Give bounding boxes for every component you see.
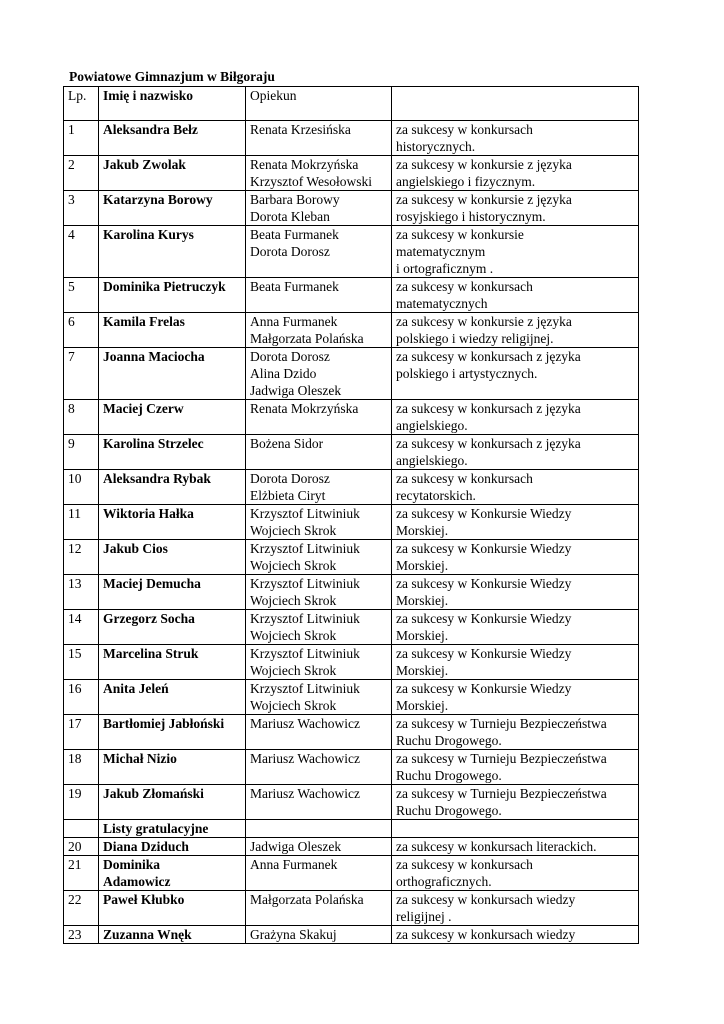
- cell-lp: 21: [64, 856, 99, 891]
- cell-lp: 2: [64, 156, 99, 191]
- table-row: [64, 838, 639, 856]
- table-row: [64, 470, 639, 505]
- cell-lp: 19: [64, 785, 99, 820]
- table-row: [64, 926, 639, 944]
- cell-opiekun: Renata Krzesińska: [246, 121, 392, 156]
- cell-lp: 18: [64, 750, 99, 785]
- awards-table: [63, 86, 639, 944]
- cell-name: Bartłomiej Jabłoński: [99, 715, 246, 750]
- cell-name: Zuzanna Wnęk: [99, 926, 246, 944]
- table-row: [64, 645, 639, 680]
- cell-reason: za sukcesy w konkursach wiedzy: [392, 926, 639, 944]
- table-row: [64, 856, 639, 891]
- cell-reason: za sukcesy w konkursach orthograficznych.: [392, 856, 639, 891]
- cell-reason: za sukcesy w konkursie z języka rosyjskiego i historycznym.: [392, 191, 639, 226]
- cell-lp: 1: [64, 121, 99, 156]
- cell-opiekun: Dorota Dorosz Elżbieta Ciryt: [246, 470, 392, 505]
- cell-lp: 16: [64, 680, 99, 715]
- cell-reason: za sukcesy w konkursach matematycznych: [392, 278, 639, 313]
- cell-name: Joanna Maciocha: [99, 348, 246, 400]
- document-title: Powiatowe Gimnazjum w Biłgoraju: [69, 69, 275, 84]
- table-row: [64, 891, 639, 926]
- cell-reason: za sukcesy w konkursie z języka angielskiego i fizycznym.: [392, 156, 639, 191]
- cell-lp: 15: [64, 645, 99, 680]
- cell-opiekun: Jadwiga Oleszek: [246, 838, 392, 856]
- table-row: [64, 715, 639, 750]
- table-row: [64, 575, 639, 610]
- table-row: [64, 610, 639, 645]
- cell-opiekun: Dorota Dorosz Alina Dzido Jadwiga Oleszek: [246, 348, 392, 400]
- cell-name: Paweł Kłubko: [99, 891, 246, 926]
- header-reason: [392, 87, 639, 121]
- cell-lp: 10: [64, 470, 99, 505]
- cell-reason: za sukcesy w konkursach historycznych.: [392, 121, 639, 156]
- table-row: [64, 785, 639, 820]
- cell-reason: za sukcesy w Konkursie Wiedzy Morskiej.: [392, 540, 639, 575]
- cell-name: Jakub Zwolak: [99, 156, 246, 191]
- cell-lp: 14: [64, 610, 99, 645]
- cell-opiekun: Bożena Sidor: [246, 435, 392, 470]
- cell-name: Karolina Strzelec: [99, 435, 246, 470]
- cell-opiekun: Krzysztof Litwiniuk Wojciech Skrok: [246, 540, 392, 575]
- table-header-row: [64, 87, 639, 121]
- cell-opiekun: Krzysztof Litwiniuk Wojciech Skrok: [246, 505, 392, 540]
- cell-name: Maciej Demucha: [99, 575, 246, 610]
- cell-opiekun: Krzysztof Litwiniuk Wojciech Skrok: [246, 645, 392, 680]
- cell-reason: za sukcesy w konkursach recytatorskich.: [392, 470, 639, 505]
- table-row: [64, 121, 639, 156]
- cell-lp: 23: [64, 926, 99, 944]
- cell-reason: za sukcesy w Konkursie Wiedzy Morskiej.: [392, 680, 639, 715]
- cell-lp: [64, 820, 99, 838]
- cell-name: Jakub Cios: [99, 540, 246, 575]
- table-row: [64, 435, 639, 470]
- cell-reason: za sukcesy w Turnieju Bezpieczeństwa Ruchu Drogowego.: [392, 715, 639, 750]
- cell-reason: za sukcesy w konkursie z języka polskiego i wiedzy religijnej.: [392, 313, 639, 348]
- cell-reason: [392, 820, 639, 838]
- cell-name: Diana Dziduch: [99, 838, 246, 856]
- cell-name: Maciej Czerw: [99, 400, 246, 435]
- table-row: [64, 278, 639, 313]
- cell-reason: za sukcesy w konkursach z języka angielskiego.: [392, 400, 639, 435]
- cell-lp: 20: [64, 838, 99, 856]
- cell-opiekun: Krzysztof Litwiniuk Wojciech Skrok: [246, 575, 392, 610]
- table-row: [64, 156, 639, 191]
- cell-name: Michał Nizio: [99, 750, 246, 785]
- cell-reason: za sukcesy w konkursach z języka polskiego i artystycznych.: [392, 348, 639, 400]
- cell-name: Listy gratulacyjne: [99, 820, 246, 838]
- cell-name: Marcelina Struk: [99, 645, 246, 680]
- cell-opiekun: Małgorzata Polańska: [246, 891, 392, 926]
- header-name: Imię i nazwisko: [99, 87, 246, 121]
- table-row: [64, 750, 639, 785]
- table-row: [64, 820, 639, 838]
- header-opiekun: Opiekun: [246, 87, 392, 121]
- table-row: [64, 348, 639, 400]
- cell-name: Kamila Frelas: [99, 313, 246, 348]
- cell-lp: 9: [64, 435, 99, 470]
- cell-opiekun: Renata Mokrzyńska: [246, 400, 392, 435]
- cell-name: Dominika Adamowicz: [99, 856, 246, 891]
- table-row: [64, 313, 639, 348]
- cell-opiekun: Anna Furmanek Małgorzata Polańska: [246, 313, 392, 348]
- cell-name: Karolina Kurys: [99, 226, 246, 278]
- cell-name: Katarzyna Borowy: [99, 191, 246, 226]
- cell-opiekun: Beata Furmanek: [246, 278, 392, 313]
- cell-lp: 17: [64, 715, 99, 750]
- cell-name: Grzegorz Socha: [99, 610, 246, 645]
- cell-opiekun: Mariusz Wachowicz: [246, 750, 392, 785]
- cell-name: Aleksandra Bełz: [99, 121, 246, 156]
- cell-reason: za sukcesy w Turnieju Bezpieczeństwa Ruchu Drogowego.: [392, 785, 639, 820]
- cell-opiekun: Beata Furmanek Dorota Dorosz: [246, 226, 392, 278]
- cell-opiekun: Krzysztof Litwiniuk Wojciech Skrok: [246, 680, 392, 715]
- cell-name: Wiktoria Hałka: [99, 505, 246, 540]
- cell-lp: 7: [64, 348, 99, 400]
- cell-reason: za sukcesy w konkursach wiedzy religijnej .: [392, 891, 639, 926]
- cell-lp: 5: [64, 278, 99, 313]
- cell-opiekun: [246, 820, 392, 838]
- cell-opiekun: Mariusz Wachowicz: [246, 785, 392, 820]
- table-row: [64, 680, 639, 715]
- cell-name: Jakub Złomański: [99, 785, 246, 820]
- cell-opiekun: Grażyna Skakuj: [246, 926, 392, 944]
- table-row: [64, 226, 639, 278]
- cell-reason: za sukcesy w konkursach literackich.: [392, 838, 639, 856]
- cell-opiekun: Barbara Borowy Dorota Kleban: [246, 191, 392, 226]
- cell-reason: za sukcesy w Konkursie Wiedzy Morskiej.: [392, 610, 639, 645]
- cell-name: Anita Jeleń: [99, 680, 246, 715]
- cell-reason: za sukcesy w konkursie matematycznym i ortograficznym .: [392, 226, 639, 278]
- cell-lp: 4: [64, 226, 99, 278]
- cell-reason: za sukcesy w Konkursie Wiedzy Morskiej.: [392, 575, 639, 610]
- cell-opiekun: Krzysztof Litwiniuk Wojciech Skrok: [246, 610, 392, 645]
- cell-reason: za sukcesy w Turnieju Bezpieczeństwa Ruchu Drogowego.: [392, 750, 639, 785]
- cell-opiekun: Renata Mokrzyńska Krzysztof Wesołowski: [246, 156, 392, 191]
- cell-name: Aleksandra Rybak: [99, 470, 246, 505]
- cell-opiekun: Anna Furmanek: [246, 856, 392, 891]
- cell-lp: 11: [64, 505, 99, 540]
- table-row: [64, 400, 639, 435]
- cell-opiekun: Mariusz Wachowicz: [246, 715, 392, 750]
- table-row: [64, 505, 639, 540]
- cell-lp: 13: [64, 575, 99, 610]
- header-lp: Lp.: [64, 87, 99, 121]
- cell-lp: 3: [64, 191, 99, 226]
- table-row: [64, 540, 639, 575]
- cell-lp: 22: [64, 891, 99, 926]
- cell-reason: za sukcesy w Konkursie Wiedzy Morskiej.: [392, 505, 639, 540]
- table-row: [64, 191, 639, 226]
- cell-reason: za sukcesy w konkursach z języka angielskiego.: [392, 435, 639, 470]
- cell-name: Dominika Pietruczyk: [99, 278, 246, 313]
- cell-lp: 8: [64, 400, 99, 435]
- cell-lp: 6: [64, 313, 99, 348]
- cell-lp: 12: [64, 540, 99, 575]
- cell-reason: za sukcesy w Konkursie Wiedzy Morskiej.: [392, 645, 639, 680]
